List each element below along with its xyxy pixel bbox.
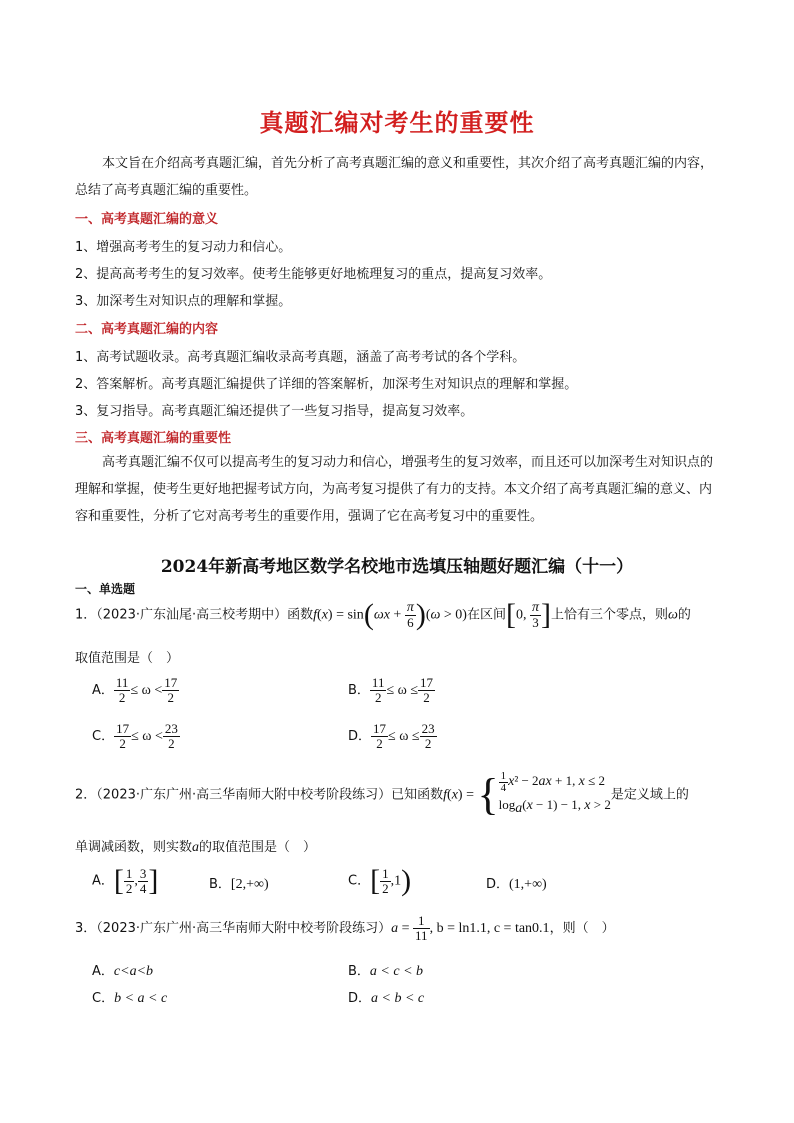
q2-option-a: A．[ $\frac{1}{2}$ , $\frac{3}{4}$ ]	[92, 864, 159, 897]
q1-option-c: C． $\frac{17}{2}$ ≤ ω < $\frac{23}{2}$	[92, 721, 178, 751]
q3-option-a: A．c<a<b	[92, 964, 154, 979]
section2-item-1: 1、高考试题收录。高考真题汇编收录高考真题，涵盖了高考考试的各个学科。	[75, 350, 526, 365]
q2-option-c: C．[ $\frac{1}{2}$ ,1)	[348, 864, 412, 897]
q1-suffix: 上恰有三个零点，则	[551, 607, 669, 623]
q1-pi-over-3: $\frac{\pi}{3}$	[531, 599, 539, 630]
q1-line2: 取值范围是（ ）	[75, 651, 180, 666]
q3-option-b: B．a < c < b	[348, 964, 424, 979]
q1-prefix: 1．（2023·广东汕尾·高三校考期中）函数	[75, 607, 314, 623]
q1-pi-over-6: $\frac{\pi}{6}$	[406, 599, 414, 630]
intro-paragraph: 本文旨在介绍高考真题汇编，首先分析了高考真题汇编的意义和重要性，其次介绍了高考真题汇编的内容，总结了高考真题汇编的重要性。	[75, 156, 714, 198]
q1-option-d: D． $\frac{17}{2}$ ≤ ω ≤ $\frac{23}{2}$	[348, 721, 435, 751]
section1-item-1: 1、增强高考考生的复习动力和信心。	[75, 240, 292, 255]
section1-heading: 一、高考真题汇编的意义	[75, 212, 219, 227]
q2-option-b: B．[2,+∞)	[209, 877, 269, 892]
question-2-line1: 2．（2023·广东广州·高三华南师大附中校考阶段练习）已知函数f(x) = { $\frac{1}{4}$ x² − 2ax + 1, x ≤ 2 $\log_a(x - 1) - 1$, x > 2 是定义域上的	[75, 769, 689, 820]
section2-item-3: 3、复习指导。高考真题汇编还提供了一些复习指导，提高复习效率。	[75, 404, 474, 419]
q3-option-d: D．a < b < c	[348, 991, 425, 1006]
section1-item-2: 2、提高高考考生的复习效率。使考生能够更好地梳理复习的重点，提高复习效率。	[75, 267, 552, 282]
section2-heading: 二、高考真题汇编的内容	[75, 322, 219, 337]
q2-piecewise: $\frac{1}{4}$ x² − 2ax + 1, x ≤ 2 $\log_a(x - 1) - 1$, x > 2	[498, 769, 611, 817]
q3-option-c: C．b < a < c	[92, 991, 168, 1006]
section3-body: 高考真题汇编不仅可以提高考生的复习动力和信心，增强考生的复习效率，而且还可以加深考生对知识点的理解和掌握，使考生更好地把握考试方向，为高考复习提供了有力的支持。本文介绍了高考真题汇编的意义、内容和重要性，分析了它对高考考生的重要作用，强调了它在高考复习中的重要性。	[75, 455, 714, 524]
q1-middle: 在区间	[466, 607, 506, 623]
question-3-line1: 3．（2023·广东广州·高三华南师大附中校考阶段练习）a = $\frac{1}{11}$ , b = ln1.1, c = tan0.1，则（ ）	[75, 913, 615, 943]
section3-heading: 三、高考真题汇编的重要性	[75, 431, 232, 446]
q2-option-d: D．(1,+∞)	[486, 877, 547, 892]
q1-function-expr: f	[313, 607, 318, 623]
section1-item-3: 3、加深考生对知识点的理解和掌握。	[75, 294, 292, 309]
q2-line2: 单调减函数，则实数a的取值范围是（ ）	[75, 840, 317, 855]
question-1-line1: 1．（2023·广东汕尾·高三校考期中）函数f(x) = sin(ωx + $\frac{\pi}{6}$ )(ω > 0)在区间[0, $\frac{\pi}{3}$ ]上恰有三个零点，则ω的	[75, 598, 691, 631]
part-label: 一、单选题	[75, 582, 136, 596]
q1-option-a: A． $\frac{11}{2}$ ≤ ω < $\frac{17}{2}$	[92, 675, 178, 705]
page-title: 真题汇编对考生的重要性	[259, 109, 535, 137]
exam-title: 2024年新高考地区数学名校地市选填压轴题好题汇编（十一）	[160, 557, 634, 577]
q1-suffix2: 的	[677, 607, 691, 623]
section2-item-2: 2、答案解析。高考真题汇编提供了详细的答案解析，加深考生对知识点的理解和掌握。	[75, 377, 578, 392]
q1-option-b: B． $\frac{11}{2}$ ≤ ω ≤ $\frac{17}{2}$	[348, 675, 434, 705]
